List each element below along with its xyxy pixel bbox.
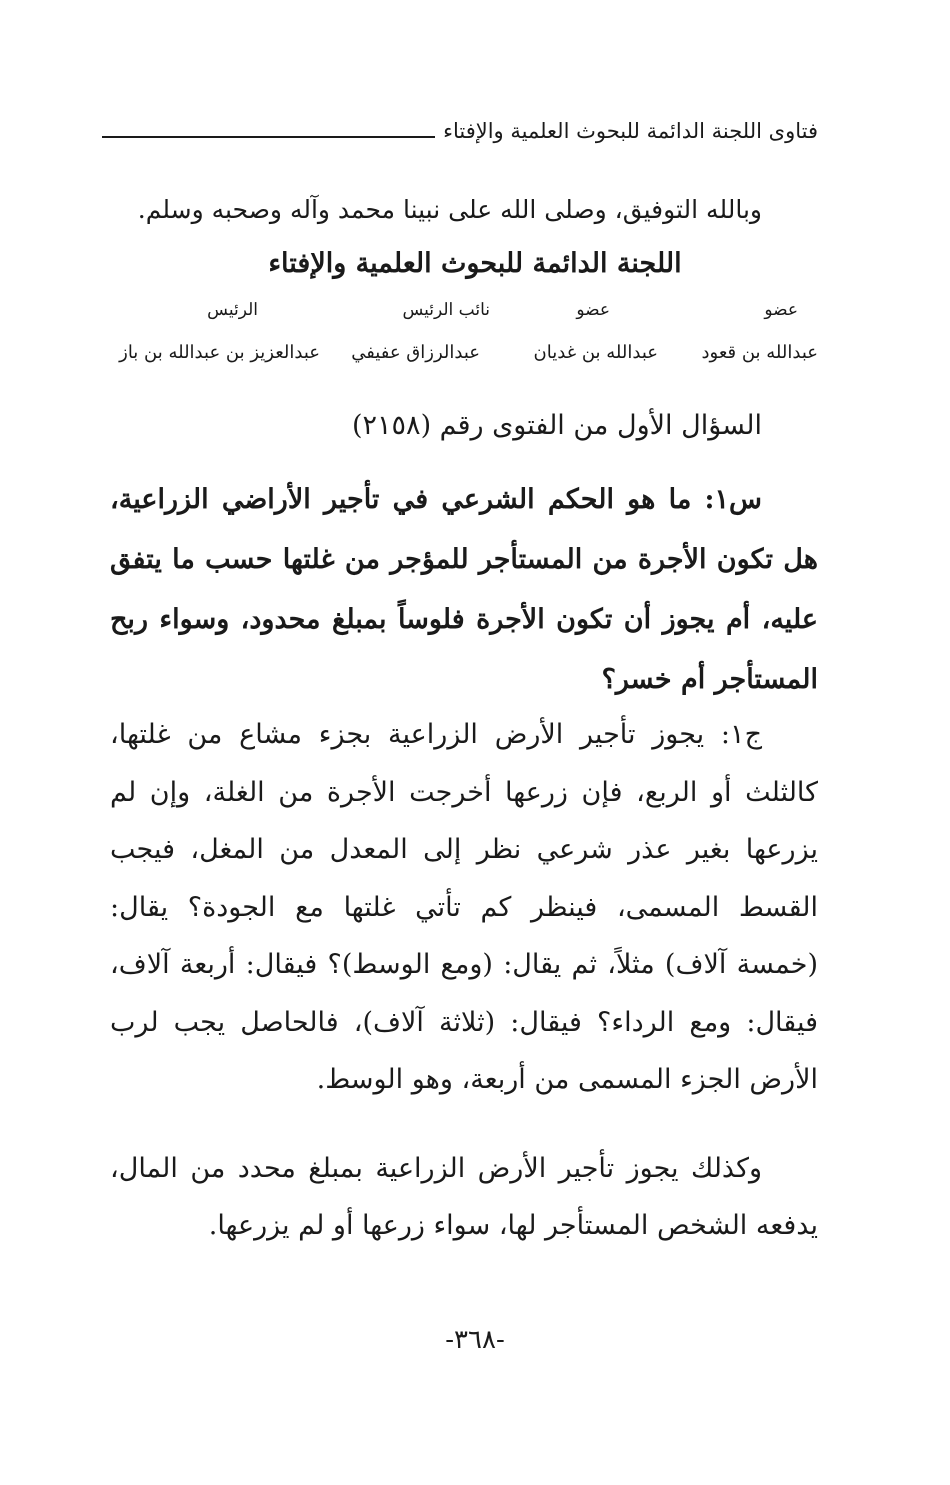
name-president: عبدالعزيز بن عبدالله بن باز (119, 342, 320, 363)
question-text: س١: ما هو الحكم الشرعي في تأجير الأراضي الزراعية، هل تكون الأجرة من المستأجر للمؤجر من غلتها حسب ما يتفق عليه، أم يجوز أن تكون الأجرة فلوساً بمبلغ محدود، وسواء ربح المستأجر أم خسر؟ (110, 484, 818, 695)
name-member-2: عبدالله بن غديان (533, 342, 658, 363)
answer-text: ج١: يجوز تأجير الأرض الزراعية بجزء مشاع من غلتها، كالثلث أو الربع، فإن زرعها أخرجت الأجرة من الغلة، وإن لم يزرعها بغير عذر شرعي نظر إلى المعدل من المغل، فيجب القسط المسمى، فينظر كم تأتي غلتها مع الجودة؟ يقال: (خمسة آلاف) مثلاً، ثم يقال: (ومع الوسط)؟ فيقال: أربعة آلاف، فيقال: ومع الرداء؟ فيقال: (ثلاثة آلاف)، فالحاصل يجب لرب الأرض الجزء المسمى من أربعة، وهو الوسط. (110, 719, 818, 1095)
role-president: الرئيس (207, 300, 258, 320)
page-number: -٣٦٨- (445, 1325, 505, 1355)
role-member-2: عضو (576, 300, 610, 320)
name-vice-president: عبدالرزاق عفيفي (351, 342, 480, 363)
header-rule (102, 136, 435, 138)
role-member-1: عضو (764, 300, 798, 320)
signatory-names (100, 342, 818, 374)
running-title: فتاوى اللجنة الدائمة للبحوث العلمية والإفتاء (443, 119, 818, 143)
signatory-roles (100, 300, 818, 328)
committee-title: اللجنة الدائمة للبحوث العلمية والإفتاء (268, 248, 682, 279)
closing-formula: وبالله التوفيق، وصلى الله على نبينا محمد وآله وصحبه وسلم. (137, 195, 762, 224)
answer-continuation: وكذلك يجوز تأجير الأرض الزراعية بمبلغ محدد من المال، يدفعه الشخص المستأجر لها، سواء زرعها أو لم يزرعها. (110, 1153, 818, 1241)
fatwa-question-heading: السؤال الأول من الفتوى رقم (٢١٥٨) (352, 410, 762, 441)
name-member-1: عبدالله بن قعود (701, 342, 818, 363)
role-vice-president: نائب الرئيس (402, 300, 490, 320)
running-header (102, 112, 818, 146)
